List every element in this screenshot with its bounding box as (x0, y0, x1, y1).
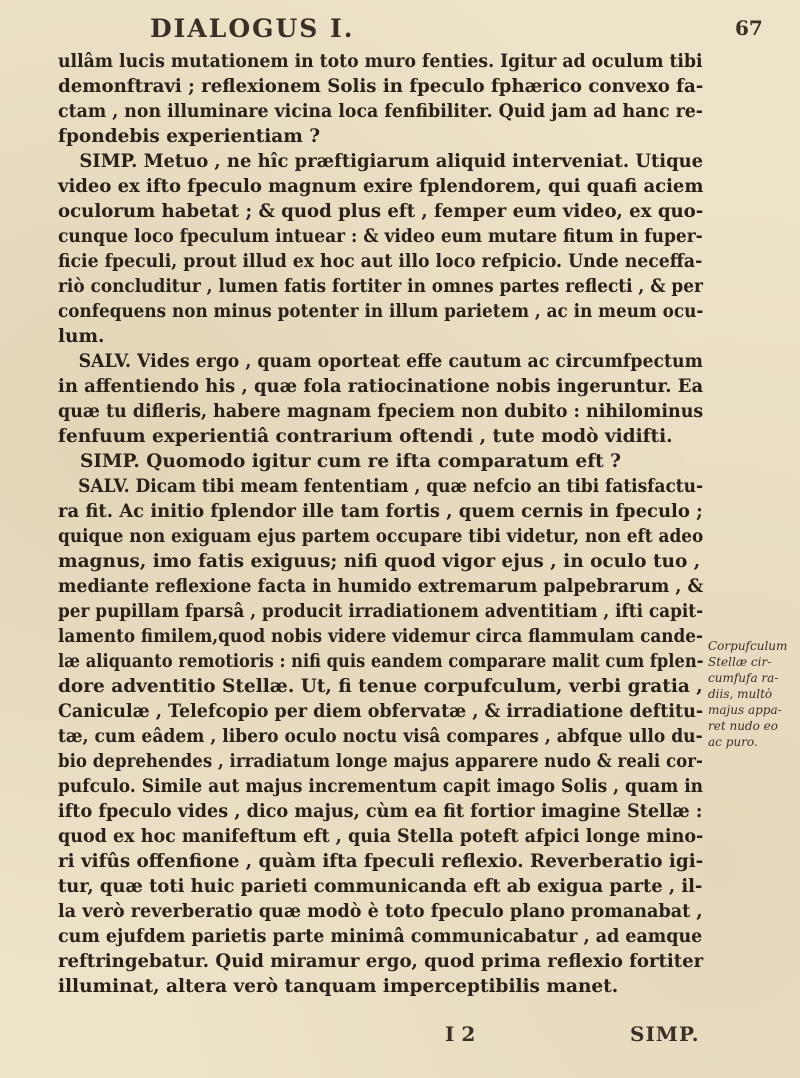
text-line: in affentiendo his , quæ fola ratiocinatione nobis ingeruntur. Ea (58, 376, 704, 397)
text-line: demonftravi ; reflexionem Solis in fpeculo fphærico convexo fa- (58, 76, 704, 97)
text-line: video ex ifto fpeculo magnum exire fplendorem, qui quafi aciem (58, 176, 704, 197)
page-header (0, 14, 800, 48)
text-line: cum ejufdem parietis parte minimâ communicabatur , ad eamque (58, 926, 703, 947)
text-line: quod ex hoc manifeftum eft , quia Stella poteft afpici longe mino- (58, 826, 704, 847)
text-line: lamento fimilem,quod nobis videre videmur circa flammulam cande- (58, 626, 703, 647)
text-line: magnus, imo fatis exiguus; nifi quod vigor ejus , in oculo tuo , (58, 551, 701, 572)
margin-note (708, 638, 798, 750)
text-line: lum. (58, 326, 105, 347)
margin-note-line: ret nudo eo (708, 719, 778, 733)
text-line: ra fit. Ac initio fplendor ille tam fortis , quem cernis in fpeculo ; (58, 501, 703, 522)
margin-note-line: Stellæ cir- (708, 655, 772, 669)
text-line: quique non exiguam ejus partem occupare tibi videtur, non eft adeo (58, 526, 704, 547)
text-line: Caniculæ , Telefcopio per diem obfervatæ , & irradiatione deftitu- (58, 701, 704, 722)
page-number: 67 (735, 16, 763, 40)
text-line: ifto fpeculo vides , dico majus, cùm ea fit fortior imagine Stellæ : (58, 801, 703, 822)
text-line: SIMP. Quomodo igitur cum re ifta comparatum eft ? (80, 451, 621, 472)
text-line: fpondebis experientiam ? (58, 126, 321, 147)
text-line: dore adventitio Stellæ. Ut, fi tenue corpufculum, verbi gratia , (58, 676, 703, 697)
page-footer (0, 1022, 800, 1050)
text-line: quæ tu difleris, habere magnam fpeciem non dubito : nihilominus (58, 401, 704, 422)
text-line: tur, quæ toti huic parieti communicanda eft ab exigua parte , il- (58, 876, 703, 897)
text-line: per pupillam fparsâ , producit irradiationem adventitiam , ifti capit- (58, 601, 704, 622)
body-text (58, 49, 703, 999)
text-line: SIMP. Metuo , ne hîc præftigiarum aliquid interveniat. Utique (79, 151, 704, 172)
text-line: reftringebatur. Quid miramur ergo, quod prima reflexio fortiter (58, 951, 704, 972)
text-line: læ aliquanto remotioris : nifi quis eandem comparare malit cum fplen- (58, 651, 704, 672)
text-line: riò concluditur , lumen fatis fortiter in omnes partes reflecti , & per (58, 276, 703, 297)
text-line: mediante reflexione facta in humido extremarum palpebrarum , & (58, 576, 704, 597)
text-line: fenfuum experientiâ contrarium oftendi , tute modò vidifti. (58, 426, 673, 447)
signature-mark: I 2 (445, 1022, 476, 1046)
text-line: tæ, cum eâdem , libero oculo noctu visâ compares , abfque ullo du- (58, 726, 703, 747)
text-line: ri vifûs offenfione , quàm ifta fpeculi reflexio. Reverberatio igi- (58, 851, 704, 872)
text-line: bio deprehendes , irradiatum longe majus apparere nudo & reali cor- (58, 751, 703, 772)
text-line: cunque loco fpeculum intuear : & video eum mutare fitum in fuper- (58, 226, 703, 247)
text-line: oculorum habetat ; & quod plus eft , femper eum video, ex quo- (58, 201, 704, 222)
margin-note-line: Corpufculum (708, 639, 788, 653)
margin-note-line: majus appa- (708, 703, 782, 717)
margin-note-line: diis, multò (708, 687, 773, 701)
text-line: SALV. Vides ergo , quam oporteat effe cautum ac circumfpectum (78, 351, 703, 372)
text-line: ullâm lucis mutationem in toto muro fenties. Igitur ad oculum tibi (58, 51, 703, 72)
text-line: pufculo. Simile aut majus incrementum capit imago Solis , quam in (58, 776, 704, 797)
catchword: SIMP. (630, 1022, 700, 1046)
text-line: illuminat, altera verò tanquam imperceptibilis manet. (58, 976, 619, 997)
running-head: DIALOGUS I. (150, 14, 355, 43)
text-line: la verò reverberatio quæ modò è toto fpeculo plano promanabat , (58, 901, 703, 922)
margin-note-line: cumfufa ra- (708, 671, 779, 685)
text-line: SALV. Dicam tibi meam fententiam , quæ nefcio an tibi fatisfactu- (78, 476, 704, 497)
margin-note-line: ac puro. (708, 735, 758, 749)
text-line: ctam , non illuminare vicina loca fenfibiliter. Quid jam ad hanc re- (58, 101, 704, 122)
text-line: confequens non minus potenter in illum parietem , ac in meum ocu- (58, 301, 704, 322)
text-line: ficie fpeculi, prout illud ex hoc aut illo loco refpicio. Unde neceffa- (58, 251, 703, 272)
